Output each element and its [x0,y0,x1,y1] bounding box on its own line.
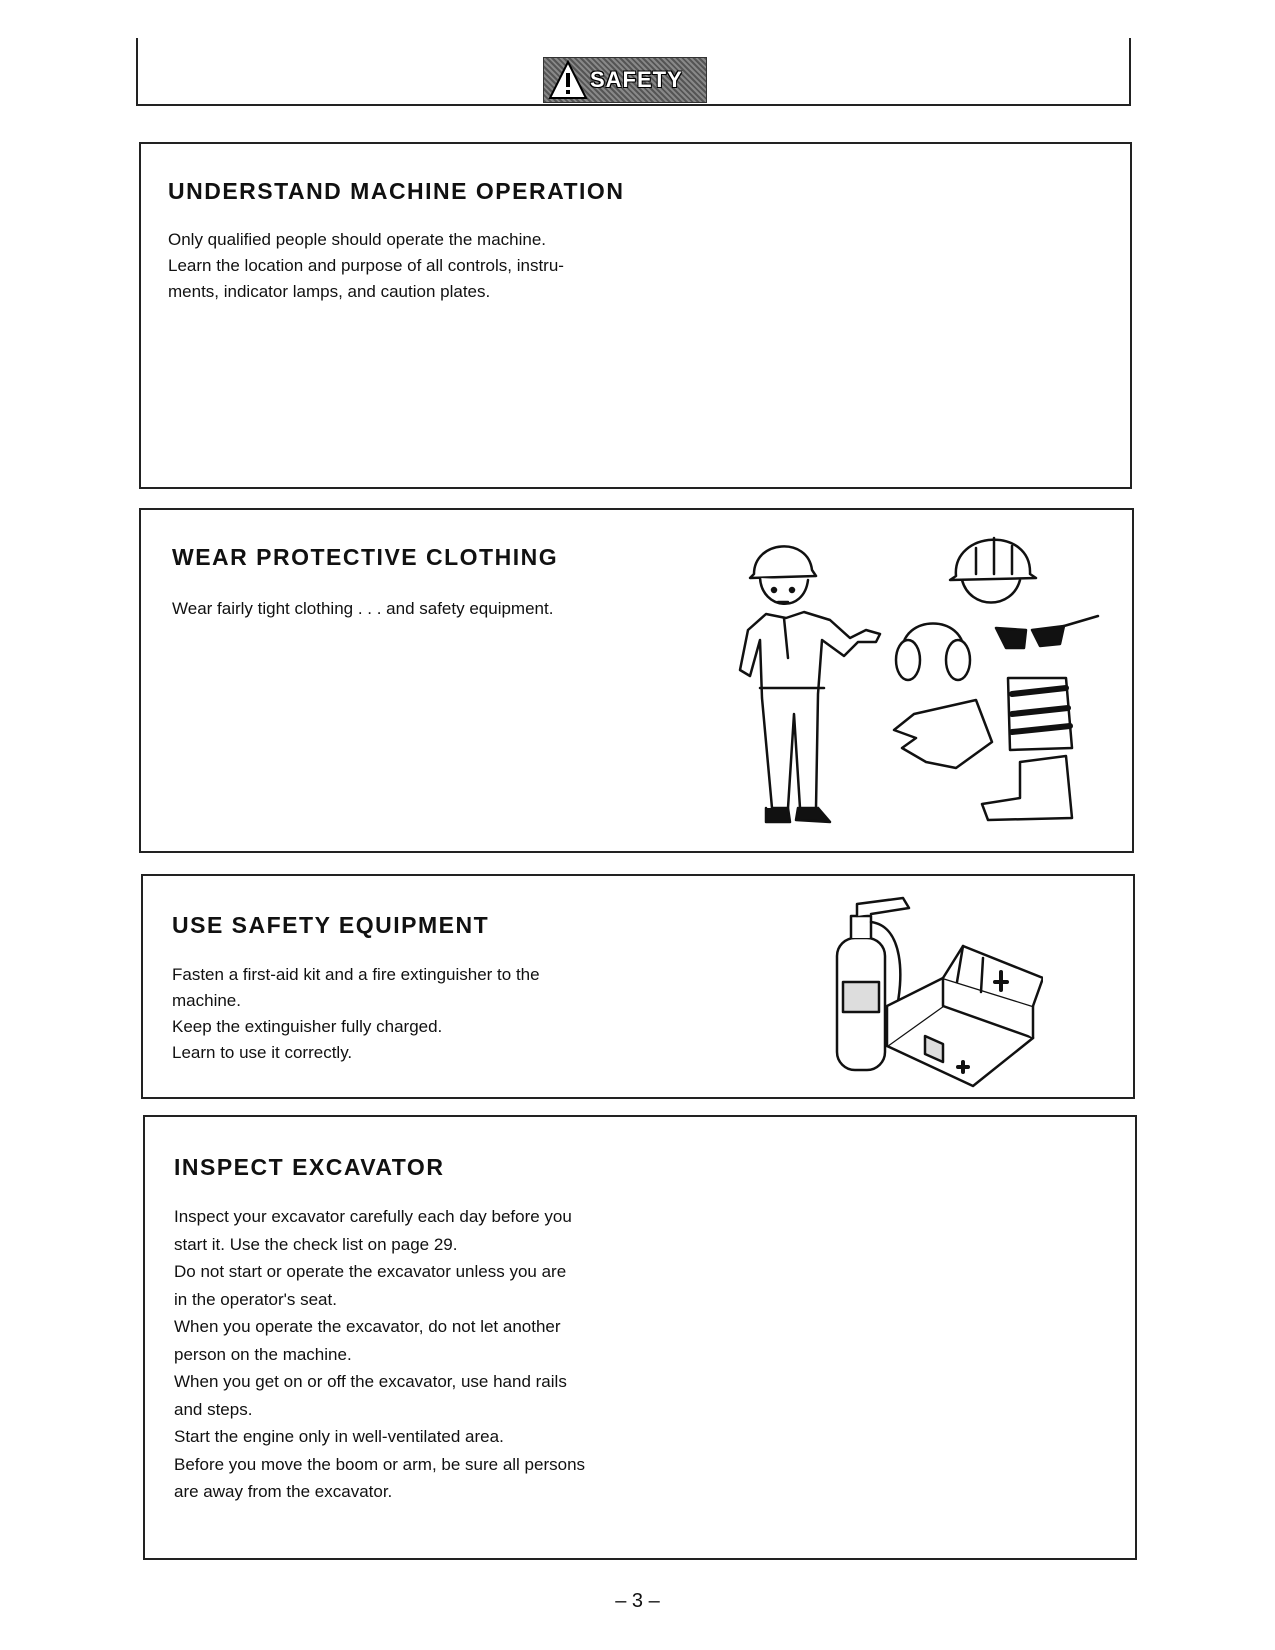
protective-clothing-illustration [726,518,1126,848]
section-understand-machine-operation [139,142,1132,489]
body-line: in the operator's seat. [174,1289,337,1309]
extinguisher-firstaid-illustration [813,886,1043,1096]
body-line: Fasten a first-aid kit and a fire extinguisher to the [172,965,540,984]
section-title: WEAR PROTECTIVE CLOTHING [172,544,559,570]
section-use-safety-equipment [141,874,1135,1099]
body-line: ments, indicator lamps, and caution plates. [168,282,491,301]
section-body [174,1203,702,1506]
body-line: When you get on or off the excavator, use hand rails [174,1372,567,1391]
safety-gear [894,538,1098,820]
body-line: Before you move the boom or arm, be sure all persons [174,1454,586,1474]
safety-badge [543,57,707,103]
section-title: USE SAFETY EQUIPMENT [172,912,490,938]
body-line: Learn to use it correctly. [172,1043,353,1062]
body-line: Do not start or operate the excavator unless you are [174,1262,567,1281]
body-line: Wear fairly tight clothing . . . and safety equipment. [172,599,554,618]
body-line: person on the machine. [174,1344,352,1364]
body-line: When you operate the excavator, do not let another [174,1317,561,1336]
body-line: and steps. [174,1399,253,1419]
body-line: start it. Use the check list on page 29. [174,1234,458,1254]
section-body [172,962,700,1066]
body-line: Inspect your excavator carefully each day before you [174,1207,572,1226]
safety-badge-label: SAFETY [590,67,683,92]
section-title: INSPECT EXCAVATOR [174,1154,445,1180]
body-line: machine. [172,991,241,1010]
section-body [168,227,688,305]
body-line: Learn the location and purpose of all controls, instru- [168,256,564,275]
section-body [172,596,692,622]
worker-figure [740,546,880,822]
body-line: Keep the extinguisher fully charged. [172,1017,443,1036]
section-wear-protective-clothing [139,508,1134,853]
warning-triangle-icon [548,58,588,102]
body-line: are away from the excavator. [174,1482,393,1501]
page-number: – 3 – [615,1590,660,1612]
body-line: Only qualified people should operate the machine. [168,230,547,249]
section-inspect-excavator [143,1115,1137,1560]
body-line: Start the engine only in well-ventilated area. [174,1427,504,1446]
section-title: UNDERSTAND MACHINE OPERATION [168,178,625,204]
